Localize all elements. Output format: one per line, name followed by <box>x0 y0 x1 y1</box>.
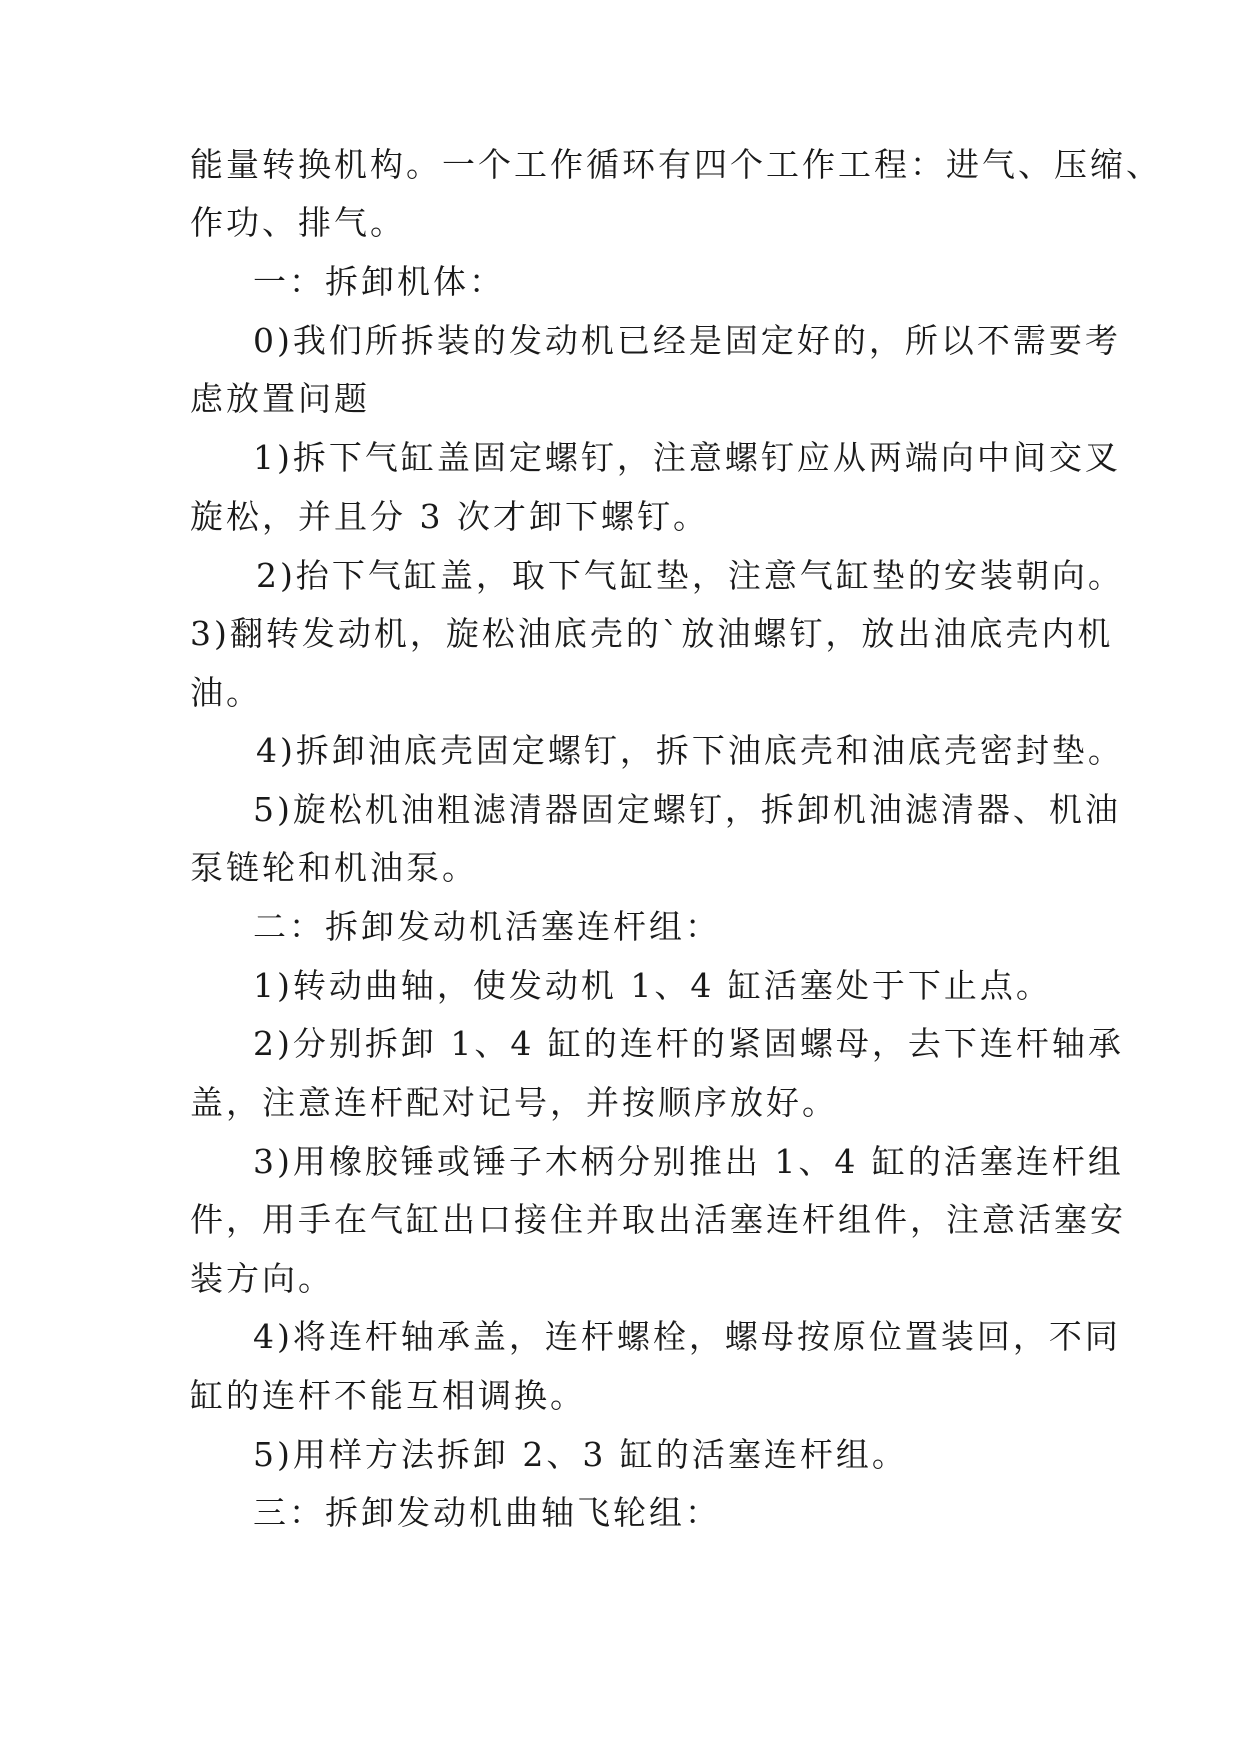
text-line: 4)将连杆轴承盖，连杆螺栓，螺母按原位置装回，不同 <box>253 1317 1121 1356</box>
text-line: 件，用手在气缸出口接住并取出活塞连杆组件，注意活塞安 <box>190 1200 1126 1239</box>
text-line: 2)抬下气缸盖，取下气缸垫，注意气缸垫的安装朝向。 <box>256 556 1124 595</box>
text-line: 旋松，并且分 3 次才卸下螺钉。 <box>190 497 709 536</box>
text-line: 1)转动曲轴，使发动机 1、4 缸活塞处于下止点。 <box>253 966 1052 1005</box>
text-line: 3)翻转发动机，旋松油底壳的`放油螺钉，放出油底壳内机 <box>190 614 1114 653</box>
text-line: 缸的连杆不能互相调换。 <box>190 1376 586 1415</box>
text-line: 2)分别拆卸 1、4 缸的连杆的紧固螺母，去下连杆轴承 <box>253 1024 1124 1063</box>
section-heading: 二：拆卸发动机活塞连杆组： <box>253 907 721 946</box>
text-line: 0)我们所拆装的发动机已经是固定好的，所以不需要考 <box>253 321 1121 360</box>
text-line: 盖，注意连杆配对记号，并按顺序放好。 <box>190 1083 838 1122</box>
section-heading: 三：拆卸发动机曲轴飞轮组： <box>253 1493 721 1532</box>
text-line: 油。 <box>190 673 262 712</box>
text-line: 1)拆下气缸盖固定螺钉，注意螺钉应从两端向中间交叉 <box>253 438 1121 477</box>
text-line: 装方向。 <box>190 1259 334 1298</box>
section-heading: 一：拆卸机体： <box>253 262 505 301</box>
text-line: 5)用样方法拆卸 2、3 缸的活塞连杆组。 <box>253 1435 908 1474</box>
text-line: 虑放置问题 <box>190 379 370 418</box>
text-line: 作功、排气。 <box>190 203 406 242</box>
text-line: 5)旋松机油粗滤清器固定螺钉，拆卸机油滤清器、机油 <box>253 790 1121 829</box>
text-line: 泵链轮和机油泵。 <box>190 848 478 887</box>
text-line: 4)拆卸油底壳固定螺钉，拆下油底壳和油底壳密封垫。 <box>256 731 1124 770</box>
text-line: 能量转换机构。一个工作循环有四个工作工程：进气、压缩、 <box>190 145 1162 184</box>
text-line: 3)用橡胶锤或锤子木柄分别推出 1、4 缸的活塞连杆组 <box>253 1142 1124 1181</box>
